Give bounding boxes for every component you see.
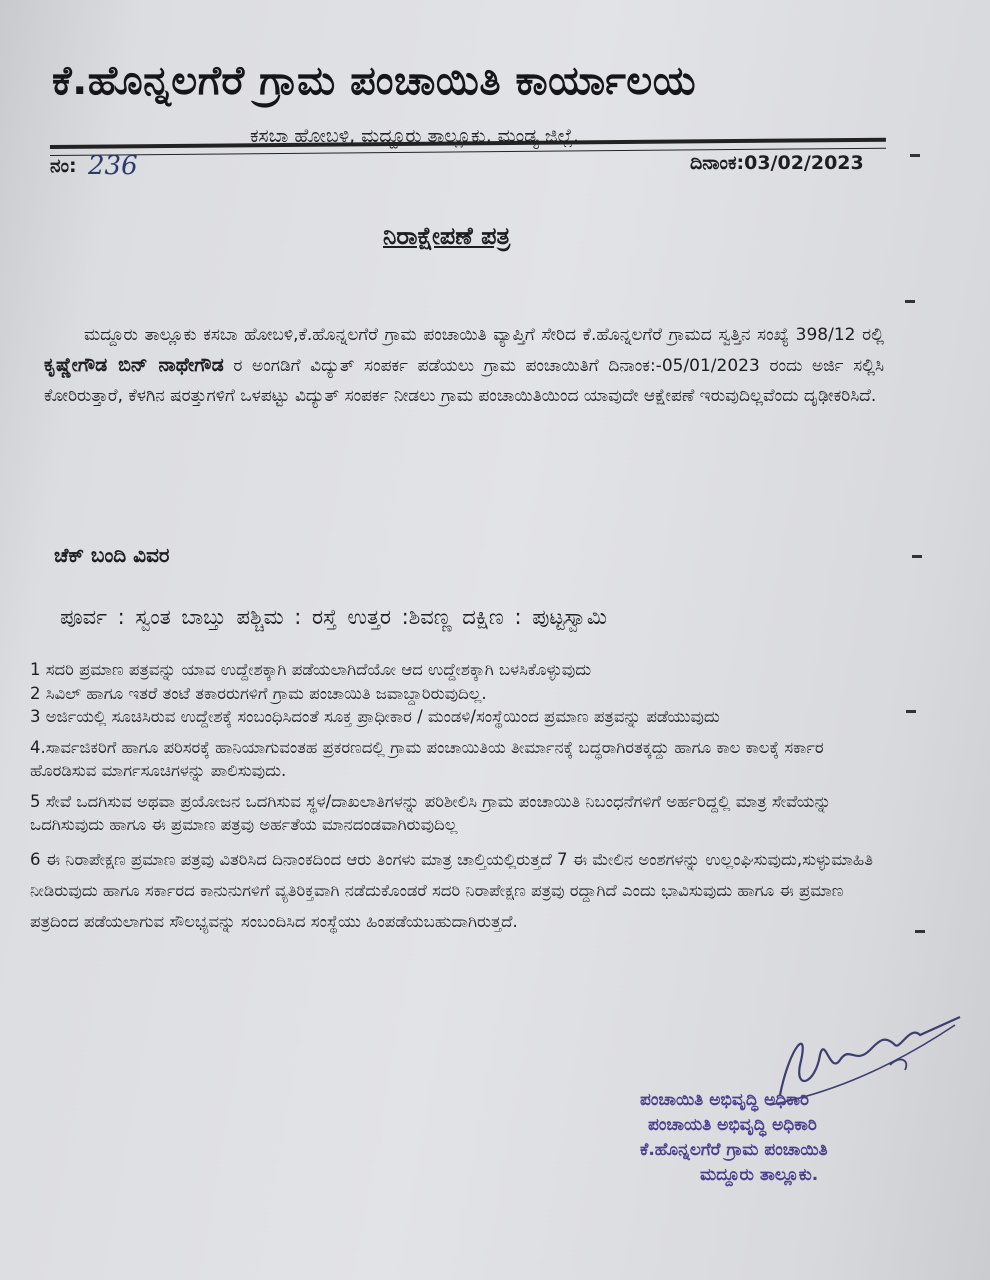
condition-item: 1 ಸದರಿ ಪ್ರಮಾಣ ಪತ್ರವನ್ನು ಯಾವ ಉದ್ದೇಶಕ್ಕಾಗಿ ಪಡೆಯಲಾಗಿದೆಯೋ ಆದ ಉದ್ದೇಶಕ್ಕಾಗಿ ಬಳಸಿಕೊಳ್ಳುವುದು <box>30 660 592 679</box>
reference-number: 236 <box>88 151 138 181</box>
condition-item: 4.ಸಾರ್ವಜಿಕರಿಗೆ ಹಾಗೂ ಪರಿಸರಕ್ಕೆ ಹಾನಿಯಾಗುವಂತಹ ಪ್ರಕರಣದಲ್ಲಿ ಗ್ರಾಮ ಪಂಚಾಯಿತಿಯ ತೀರ್ಮಾನಕ್ಕೆ ಬದ್ಧರಾಗಿರತಕ್ಕದ್ದು ಹಾಗೂ ಕಾಲ ಕಾಲಕ್ಕೆ ಸರ್ಕಾರ ಹೊರಡಿಸುವ ಮಾರ್ಗಸೂಚಿಗಳನ್ನು ಪಾಲಿಸುವುದು. <box>30 737 824 780</box>
seal-office: ಕೆ.ಹೊನ್ನಲಗೆರೆ ಗ್ರಾಮ ಪಂಚಾಯಿತಿ <box>640 1140 828 1160</box>
conditions-list <box>30 658 890 937</box>
scan-speck <box>905 300 915 303</box>
applicant-name: ಕೃಷ್ಣೇಗೌಡ ಬಿನ್ ನಾಥೇಗೌಡ <box>44 354 224 376</box>
body-text-part2: ರ ಅಂಗಡಿಗೆ ವಿದ್ಯುತ್ ಸಂಪರ್ಕ ಪಡೆಯಲು ಗ್ರಾಮ ಪಂಚಾಯಿತಿಗೆ ದಿನಾಂಕ:-05/01/2023 ರಂದು ಅರ್ಜಿ ಸಲ್ಲಿಸಿ ಕೋರಿರುತ್ತಾರೆ, ಕೆಳಗಿನ ಷರತ್ತುಗಳಿಗೆ ಒಳಪಟ್ಟು ವಿದ್ಯುತ್ ಸಂಪರ್ಕ ನೀಡಲು ಗ್ರಾಮ ಪಂಚಾಯಿತಿಯಿಂದ ಯಾವುದೇ ಆಕ್ಷೇಪಣೆ ಇರುವುದಿಲ್ಲವೆಂದು ದೃಢೀಕರಿಸಿದೆ. <box>44 356 884 406</box>
seal-taluk: ಮದ್ದೂರು ತಾಲ್ಲೂಕು. <box>700 1165 819 1185</box>
seal-designation-secondary: ಪಂಚಾಯತಿ ಅಭಿವೃದ್ಧಿ ಅಧಿಕಾರಿ <box>648 1115 817 1135</box>
reference-label: ನಂ: <box>50 155 77 177</box>
condition-item: 6 ಈ ನಿರಾಪೇಕ್ಷಣ ಪ್ರಮಾಣ ಪತ್ರವು ವಿತರಿಸಿದ ದಿನಾಂಕದಿಂದ ಆರು ತಿಂಗಳು ಮಾತ್ರ ಚಾಲ್ತಿಯಲ್ಲಿರುತ್ತದೆ 7 ಈ ಮೇಲಿನ ಅಂಶಗಳನ್ನು ಉಲ್ಲಂಘಿಸುವುದು,ಸುಳ್ಳುಮಾಹಿತಿ ನೀಡಿರುವುದು ಹಾಗೂ ಸರ್ಕಾರದ ಕಾನುನುಗಳಿಗೆ ವ್ಯತಿರಿಕ್ತವಾಗಿ ನಡೆದುಕೊಂಡರೆ ಸದರಿ ನಿರಾಪೇಕ್ಷಣ ಪತ್ರವು ರದ್ದಾಗಿದೆ ಎಂದು ಭಾವಿಸುವುದು ಹಾಗೂ ಈ ಪ್ರಮಾಣ ಪತ್ರದಿಂದ ಪಡೆಯಲಾಗುವ ಸೌಲಭ್ಯವನ್ನು ಸಂಬಂದಿಸಿದ ಸಂಸ್ಥೆಯು ಹಿಂಪಡೆಯಬಹುದಾಗಿರುತ್ತದೆ. <box>30 849 873 931</box>
scan-speck <box>906 710 916 713</box>
condition-item: 5 ಸೇವೆ ಒದಗಿಸುವ ಅಥವಾ ಪ್ರಯೋಜನ ಒದಗಿಸುವ ಸ್ಥಳ/ದಾಖಲಾತಿಗಳನ್ನು ಪರಿಶೀಲಿಸಿ ಗ್ರಾಮ ಪಂಚಾಯಿತಿ ನಿಬಂಧನೆಗಳಿಗೆ ಅರ್ಹರಿದ್ದಲ್ಲಿ ಮಾತ್ರ ಸೇವೆಯನ್ನು ಒದಗಿಸುವುದು ಹಾಗೂ ಈ ಪ್ರಮಾಣ ಪತ್ರವು ಅರ್ಹತೆಯ ಮಾನದಂಡವಾಗಿರುವುದಿಲ್ಲ <box>30 791 832 834</box>
document-heading: ನಿರಾಕ್ಷೇಪಣೆ ಪತ್ರ <box>383 222 511 250</box>
check-bandi-heading: ಚೆಕ್ ಬಂದಿ ವಿವರ <box>54 543 170 567</box>
seal-designation: ಪಂಚಾಯಿತಿ ಅಭಿವೃದ್ಧಿ ಅಧಿಕಾರಿ <box>640 1090 809 1110</box>
letter-date: ದಿನಾಂಕ:03/02/2023 <box>690 152 864 174</box>
body-text-part1: ಮದ್ದೂರು ತಾಲ್ಲೂಕು ಕಸಬಾ ಹೋಬಳಿ,ಕೆ.ಹೊನ್ನಲಗೆರೆ ಗ್ರಾಮ ಪಂಚಾಯಿತಿ ವ್ಯಾಪ್ತಿಗೆ ಸೇರಿದ ಕೆ.ಹೊನ್ನಲಗೆರೆ ಗ್ರಾಮದ ಸ್ವತ್ತಿನ ಸಂಖ್ಯೆ 398/12 ರಲ್ಲಿ <box>84 325 884 345</box>
office-address: ಕಸಬಾ ಹೋಬಳಿ, ಮದ್ದೂರು ತಾಲ್ಲೂಕು, ಮಂಡ್ಯ ಜಿಲ್ಲೆ. <box>250 125 580 147</box>
condition-item: 2 ಸಿವಿಲ್ ಹಾಗೂ ಇತರೆ ತಂಟೆ ತಕಾರರುಗಳಿಗೆ ಗ್ರಾಮ ಪಂಚಾಯಿತಿ ಜವಾಬ್ದಾರಿರುವುದಿಲ್ಲ. <box>30 683 487 703</box>
scan-speck <box>915 930 925 933</box>
condition-item: 3 ಅರ್ಜಿಯಲ್ಲಿ ಸೂಚಿಸಿರುವ ಉದ್ದೇಶಕ್ಕೆ ಸಂಬಂಧಿಸಿದಂತೆ ಸೂಕ್ತ ಪ್ರಾಧೀಕಾರ / ಮಂಡಳಿ/ಸಂಸ್ಥೆಯಿಂದ ಪ್ರಮಾಣ ಪತ್ರವನ್ನು ಪಡೆಯುವುದು <box>30 707 720 726</box>
official-seal <box>640 1088 940 1188</box>
scan-speck <box>912 555 922 558</box>
body-paragraph <box>44 320 884 411</box>
boundary-details: ಪೂರ್ವ : ಸ್ವಂತ ಬಾಬ್ತು ಪಶ್ಚಿಮ : ರಸ್ತೆ ಉತ್ತರ :ಶಿವಣ್ಣ ದಕ್ಷಿಣ : ಪುಟ್ಟಸ್ವಾಮಿ <box>60 605 607 629</box>
scan-speck <box>910 154 920 157</box>
office-title: ಕೆ.ಹೊನ್ನಲಗೆರೆ ಗ್ರಾಮ ಪಂಚಾಯಿತಿ ಕಾರ್ಯಾಲಯ <box>52 58 697 104</box>
